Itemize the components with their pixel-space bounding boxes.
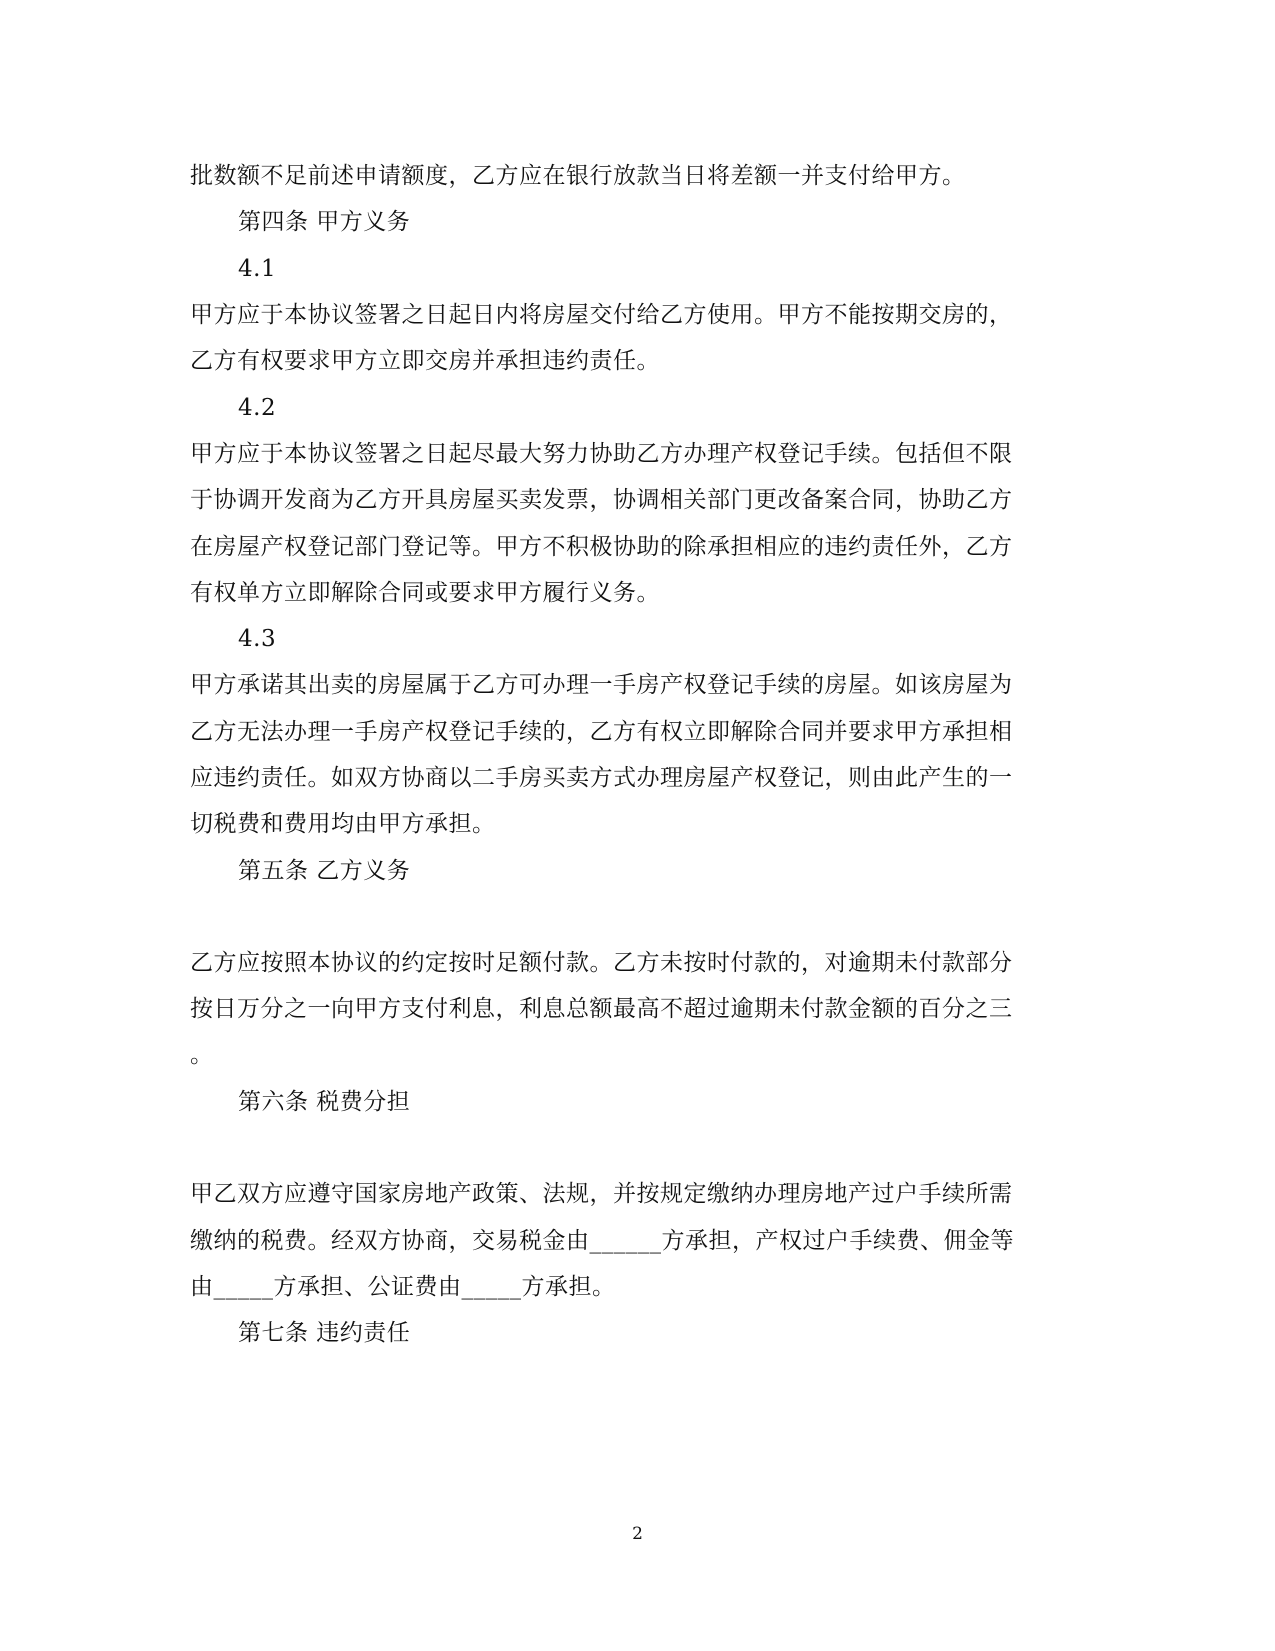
section-heading: 第七条 违约责任 bbox=[238, 1320, 411, 1346]
section-heading: 第六条 税费分担 bbox=[238, 1089, 411, 1115]
text-line: 批数额不足前述申请额度，乙方应在银行放款当日将差额一并支付给甲方。 bbox=[190, 163, 966, 189]
text-line: 乙方应按照本协议的约定按时足额付款。乙方未按时付款的，对逾期未付款部分 bbox=[190, 950, 1013, 976]
text-line: 于协调开发商为乙方开具房屋买卖发票，协调相关部门更改备案合同，协助乙方 bbox=[190, 487, 1013, 513]
text-line: 乙方无法办理一手房产权登记手续的，乙方有权立即解除合同并要求甲方承担相 bbox=[190, 719, 1013, 745]
clause-number: 4.1 bbox=[238, 256, 277, 282]
text-line: 在房屋产权登记部门登记等。甲方不积极协助的除承担相应的违约责任外，乙方 bbox=[190, 534, 1013, 560]
text-line: 甲乙双方应遵守国家房地产政策、法规，并按规定缴纳办理房地产过户手续所需 bbox=[190, 1181, 1013, 1207]
text-line: 甲方承诺其出卖的房屋属于乙方可办理一手房产权登记手续的房屋。如该房屋为 bbox=[190, 672, 1013, 698]
page-number: 2 bbox=[632, 1524, 643, 1544]
clause-number: 4.2 bbox=[238, 395, 277, 421]
text-line: 应违约责任。如双方协商以二手房买卖方式办理房屋产权登记，则由此产生的一 bbox=[190, 765, 1013, 791]
text-line: 缴纳的税费。经双方协商，交易税金由______方承担，产权过户手续费、佣金等 bbox=[190, 1228, 1014, 1254]
text-line: 按日万分之一向甲方支付利息，利息总额最高不超过逾期未付款金额的百分之三 bbox=[190, 996, 1013, 1022]
text-line: 乙方有权要求甲方立即交房并承担违约责任。 bbox=[190, 348, 660, 374]
section-heading: 第四条 甲方义务 bbox=[238, 209, 411, 235]
text-line: 。 bbox=[190, 1042, 214, 1068]
text-line: 甲方应于本协议签署之日起日内将房屋交付给乙方使用。甲方不能按期交房的， bbox=[190, 302, 1013, 328]
section-heading: 第五条 乙方义务 bbox=[238, 858, 411, 884]
text-line: 切税费和费用均由甲方承担。 bbox=[190, 811, 496, 837]
text-line: 有权单方立即解除合同或要求甲方履行义务。 bbox=[190, 580, 660, 606]
text-line: 甲方应于本协议签署之日起尽最大努力协助乙方办理产权登记手续。包括但不限 bbox=[190, 441, 1013, 467]
clause-number: 4.3 bbox=[238, 626, 277, 652]
text-line: 由_____方承担、公证费由_____方承担。 bbox=[190, 1274, 616, 1300]
